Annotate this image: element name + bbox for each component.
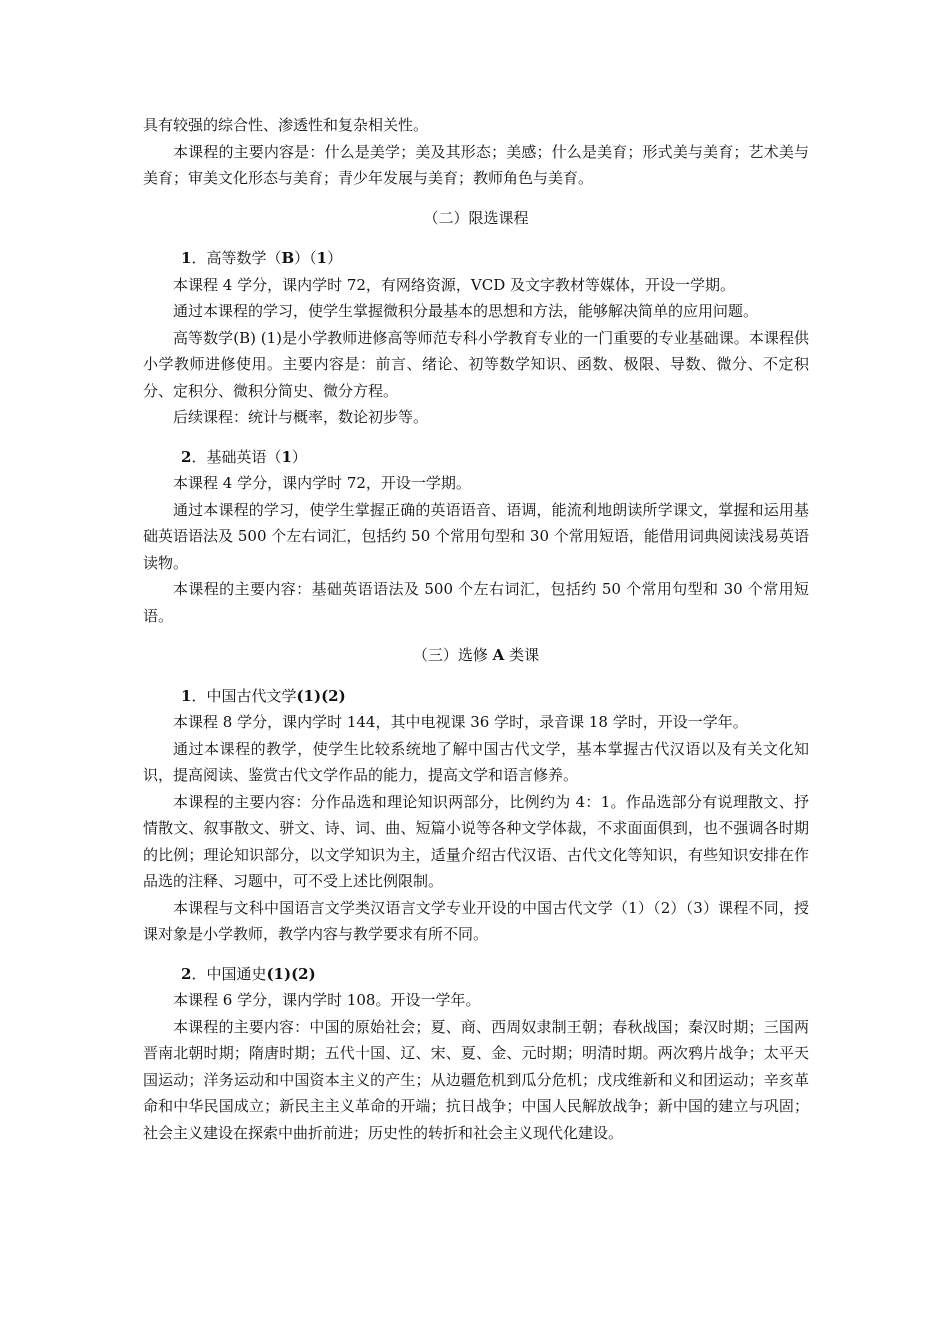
course-title bbox=[143, 683, 809, 710]
course-paragraph: 本课程与文科中国语言文学类汉语言文学专业开设的中国古代文学（1）（2）（3）课程不同，授课对象是小学教师，教学内容与教学要求有所不同。 bbox=[143, 898, 809, 943]
course-basic-english bbox=[143, 444, 809, 630]
course-chinese-history bbox=[143, 961, 809, 1147]
course-paragraph: 通过本课程的学习，使学生掌握微积分最基本的思想和方法，能够解决简单的应用问题。 bbox=[173, 302, 759, 320]
course-title-text: ．基础英语（ bbox=[191, 447, 282, 466]
course-paragraph: 本课程的主要内容：分作品选和理论知识两部分，比例约为 4：1。作品选部分有说理散文、抒情散文、叙事散文、骈文、诗、词、曲、短篇小说等各种文学体裁，不求面面俱到，也不强调各时期的比例；理论知识部分，以文学知识为主，适量介绍古代汉语、古代文化等知识，有些知识安排在作品选的注释、习题中，可不受上述比例限制。 bbox=[143, 792, 809, 890]
course-paragraph: 本课程 4 学分，课内学时 72，开设一学期。 bbox=[173, 474, 471, 492]
heading-text: （三）选修 bbox=[412, 646, 493, 664]
course-title-text: ．中国古代文学 bbox=[191, 686, 297, 705]
course-paragraph: 后续课程：统计与概率，数论初步等。 bbox=[173, 408, 429, 426]
course-title-1: 1 bbox=[316, 249, 328, 267]
course-title-volumes: (1)(2) bbox=[266, 964, 316, 983]
course-title-text: ．中国通史 bbox=[191, 964, 267, 983]
course-paragraph: 通过本课程的学习，使学生掌握正确的英语语音、语调，能流利地朗读所学课文，掌握和运用基础英语语法及 500 个左右词汇，包括约 50 个常用句型和 30 个常用短语，能借用词典阅读浅易英语读物。 bbox=[143, 500, 809, 572]
course-title-text: ）（ bbox=[294, 249, 317, 267]
course-title-1: 1 bbox=[281, 447, 292, 466]
course-title-volumes: (1)(2) bbox=[296, 686, 346, 705]
course-title-b: B bbox=[281, 249, 295, 267]
course-paragraph: 本课程 6 学分，课内学时 108。开设一学年。 bbox=[173, 991, 481, 1009]
course-number: 1 bbox=[181, 249, 192, 267]
course-number: 2 bbox=[181, 964, 192, 983]
heading-letter: A bbox=[492, 646, 505, 664]
course-paragraph: 本课程 8 学分，课内学时 144，其中电视课 36 学时，录音课 18 学时，开设一学年。 bbox=[173, 713, 748, 731]
spacer bbox=[143, 431, 809, 444]
course-title-text: ） bbox=[327, 249, 343, 267]
course-advanced-math bbox=[143, 245, 809, 431]
section-heading-restricted-electives: （二）限选课程 bbox=[423, 208, 529, 227]
course-paragraph: 通过本课程的教学，使学生比较系统地了解中国古代文学，基本掌握古代汉语以及有关文化知识，提高阅读、鉴赏古代文学作品的能力，提高文学和语言修养。 bbox=[143, 739, 809, 784]
intro-line: 具有较强的综合性、渗透性和复杂相关性。 bbox=[143, 116, 429, 134]
heading-text: 类课 bbox=[504, 646, 540, 664]
course-paragraph: 高等数学(B) (1)是小学教师进修高等师范专科小学教育专业的一门重要的专业基础课。本课程供小学教师进修使用。主要内容是：前言、绪论、初等数学知识、函数、极限、导数、微分、不定积分、定积分、微积分简史、微分方程。 bbox=[143, 328, 809, 400]
course-title bbox=[143, 444, 809, 471]
course-title bbox=[143, 245, 809, 272]
course-number: 2 bbox=[181, 447, 192, 466]
course-title bbox=[143, 961, 809, 988]
course-ancient-literature bbox=[143, 683, 809, 948]
section-heading-elective-a bbox=[143, 642, 809, 669]
course-paragraph: 本课程的主要内容：中国的原始社会；夏、商、西周奴隶制王朝；春秋战国；秦汉时期；三国两晋南北朝时期；隋唐时期；五代十国、辽、宋、夏、金、元时期；明清时期。两次鸦片战争；太平天国运动；洋务运动和中国资本主义的产生；从边疆危机到瓜分危机；戊戌维新和义和团运动；辛亥革命和中华民国成立；新民主主义革命的开端；抗日战争；中国人民解放战争；新中国的建立与巩固；社会主义建设在探索中曲折前进；历史性的转折和社会主义现代化建设。 bbox=[143, 1017, 809, 1142]
spacer bbox=[143, 948, 809, 961]
course-title-text: ．高等数学（ bbox=[191, 249, 282, 267]
course-title-text: ） bbox=[291, 447, 307, 466]
course-number: 1 bbox=[181, 686, 192, 705]
intro-content-paragraph: 本课程的主要内容是：什么是美学；美及其形态；美感；什么是美育；形式美与美育；艺术美与美育；审美文化形态与美育；青少年发展与美育；教师角色与美育。 bbox=[143, 142, 809, 187]
document-page bbox=[143, 112, 809, 1146]
course-paragraph: 本课程 4 学分，课内学时 72，有网络资源，VCD 及文字教材等媒体，开设一学期。 bbox=[173, 275, 736, 294]
course-paragraph: 本课程的主要内容：基础英语语法及 500 个左右词汇，包括约 50 个常用句型和 30 个常用短语。 bbox=[143, 580, 809, 625]
